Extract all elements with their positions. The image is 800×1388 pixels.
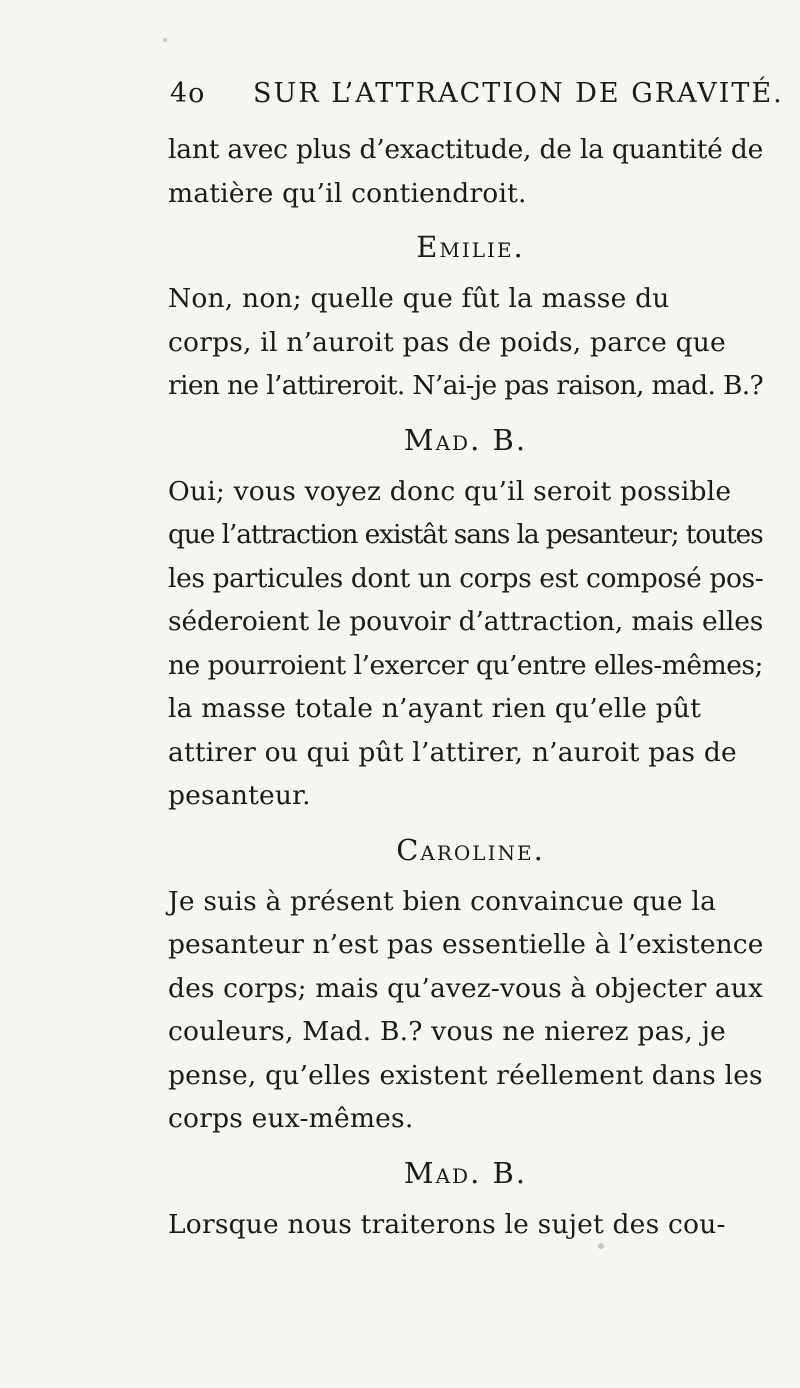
text-line: Oui; vous voyez donc qu’il seroit possible (168, 475, 732, 507)
text-line: Lorsque nous traiterons le sujet des cou- (168, 1208, 726, 1240)
text-line: couleurs, Mad. B.? vous ne nierez pas, je (168, 1016, 726, 1047)
text-line: matière qu’il contiendroit. (168, 177, 527, 209)
text-line: corps eux-mêmes. (168, 1103, 414, 1134)
body-text (168, 128, 763, 1246)
text-line: attirer ou qui pût l’attirer, n’auroit pas de (168, 736, 737, 768)
text-line: la masse totale n’ayant rien qu’elle pût (168, 693, 701, 724)
ink-speck (163, 38, 167, 42)
speaker-name-mad-b-2: Mad. B. (403, 1155, 528, 1190)
paragraph-mad-b (168, 470, 763, 818)
speaker-name-caroline: Caroline. (396, 832, 545, 867)
text-line: pesanteur. (168, 780, 311, 811)
text-line: rien ne l’attireroit. N’ai-je pas raison, mad. B.? (168, 370, 764, 401)
text-line: des corps; mais qu’avez-vous à objecter aux (168, 972, 764, 1004)
text-line: les particules dont un corps est composé pos- (168, 562, 764, 594)
text-line: corps, il n’auroit pas de poids, parce que (168, 326, 726, 358)
text-line: lant avec plus d’exactitude, de la quantité de (168, 134, 764, 165)
paragraph-mad-b-2 (168, 1203, 763, 1247)
paragraph-continuation (168, 128, 763, 215)
text-line: pense, qu’elles existent réellement dans les (168, 1059, 763, 1091)
page-number: 4o (170, 78, 206, 109)
paragraph-emilie (168, 277, 763, 408)
text-line: Non, non; quelle que fût la masse du (168, 283, 670, 314)
speaker-name-mad-b: Mad. B. (403, 422, 528, 457)
text-line: séderoient le pouvoir d’attraction, mais elles (168, 606, 764, 637)
paragraph-caroline (168, 880, 763, 1141)
text-line: pesanteur n’est pas essentielle à l’existence (168, 929, 764, 960)
running-head: SUR L’ATTRACTION DE GRAVITÉ. (253, 78, 784, 109)
ink-speck (598, 1243, 604, 1249)
text-line: que l’attraction existât sans la pesanteur; toutes (168, 519, 763, 550)
text-line: ne pourroient l’exercer qu’entre elles-mêmes; (168, 649, 763, 681)
speaker-name-emilie: Emilie. (416, 230, 525, 264)
page-header (170, 78, 784, 118)
text-line: Je suis à présent bien convaincue que la (168, 885, 717, 917)
